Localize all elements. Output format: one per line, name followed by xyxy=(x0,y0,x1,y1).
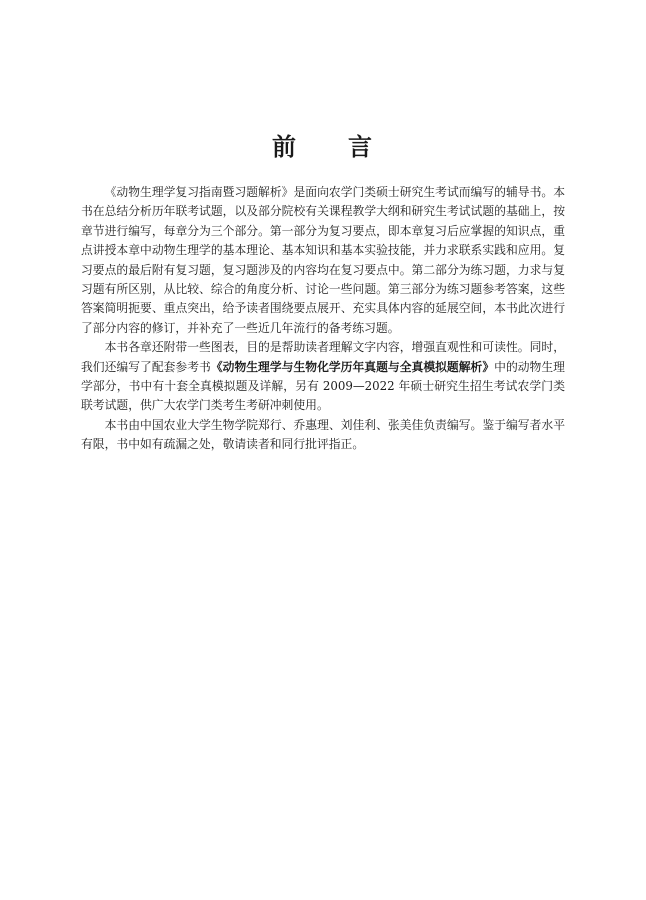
page-title xyxy=(0,131,646,163)
paragraph-2-text-start: 本书各章还附带一些图表，目的是帮助读者理解文字内容，增强直观性和可读性。同时，我们还编写了配套参考书 xyxy=(81,340,565,374)
title-char-1: 前 xyxy=(272,133,298,161)
paragraph-1: 《动物生理学复习指南暨习题解析》是面向农学门类硕士研究生考试而编写的辅导书。本书在总结分析历年联考试题，以及部分院校有关课程教学大纲和研究生考试试题的基础上，按章节进行编写，每章分为三个部分。第一部分为复习要点，即本章复习后应掌握的知识点，重点讲授本章中动物生理学的基本理论、基本知识和基本实验技能，并力求联系实践和应用。复习要点的最后附有复习题，复习题涉及的内容均在复习要点中。第二部分为练习题，力求与复习题有所区别，从比较、综合的角度分析、讨论一些问题。第三部分为练习题参考答案，这些答案简明扼要、重点突出，给予读者围绕要点展开、充实具体内容的延展空间，本书此次进行了部分内容的修订，并补充了一些近几年流行的备考练习题。 xyxy=(81,185,565,335)
paragraph-3: 本书由中国农业大学生物学院郑行、乔惠理、刘佳利、张美佳负责编写。鉴于编写者水平有限，书中如有疏漏之处，敬请读者和同行批评指正。 xyxy=(81,417,565,452)
preface-body xyxy=(81,183,565,455)
paragraph-2 xyxy=(81,338,565,416)
paragraph-2-text-end: 中的动物生理学部分，书中有十套全真模拟题及详解，另有 2009—2022 年硕士研究生招生考试农学门类联考试题，供广大农学门类考生考研冲刺使用。 xyxy=(81,359,565,413)
reference-book-title: 《动物生理学与生物化学历年真题与全真模拟题解析》 xyxy=(210,359,495,374)
title-char-2: 言 xyxy=(348,133,374,161)
